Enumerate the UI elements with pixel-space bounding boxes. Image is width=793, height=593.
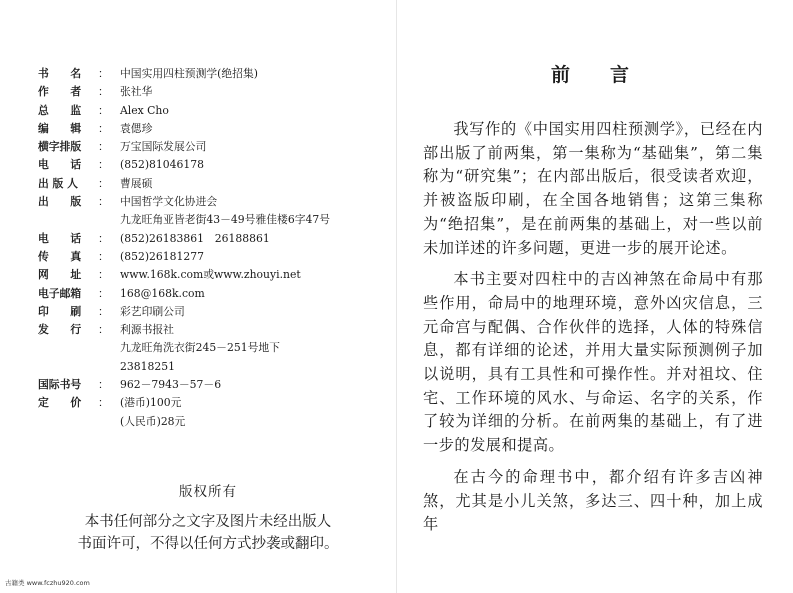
colophon-row	[38, 230, 378, 248]
page-spine	[396, 0, 397, 593]
colophon-row	[38, 303, 378, 321]
colophon-value: 张社华	[120, 85, 153, 99]
copyright-line-1: 本书任何部分之文字及图片未经出版人	[84, 514, 332, 530]
colophon-row	[38, 285, 378, 303]
colophon-label: 电 话	[38, 231, 82, 245]
colophon-label: 作 者	[38, 85, 82, 99]
colophon-row	[38, 83, 378, 101]
colophon-value: 23818251	[120, 359, 175, 373]
colophon-label: 横字排版	[38, 140, 82, 154]
colophon-row	[38, 211, 378, 229]
colophon-value: 九龙旺角洗衣街245－251号地下	[120, 341, 280, 355]
colophon-value: 962－7943－57－6	[120, 378, 222, 392]
colophon-value: 中国实用四柱预测学(绝招集)	[120, 67, 258, 80]
copyright-notice	[38, 482, 378, 555]
preface-title: 前言	[550, 64, 669, 86]
colophon-value: (852)26181277	[120, 249, 204, 263]
colophon-row	[38, 376, 378, 394]
colophon-label: 电子邮箱	[38, 286, 82, 300]
colophon-row	[38, 156, 378, 174]
colophon-value: (人民币)28元	[120, 414, 186, 428]
colophon-row	[38, 413, 378, 431]
colophon-separator: ：	[98, 323, 109, 337]
colophon-value: 曹展硕	[120, 176, 153, 190]
colophon-row	[38, 321, 378, 339]
colophon-label: 书 名	[38, 67, 82, 80]
colophon-row	[38, 138, 378, 156]
colophon-separator: ：	[98, 158, 109, 172]
colophon-separator: ：	[98, 67, 109, 80]
colophon-label: 国际书号	[38, 378, 82, 392]
colophon-value: 九龙旺角亚皆老街43－49号雅佳楼6字47号	[120, 213, 331, 227]
preface-paragraph: 在古今的命理书中，都介绍有许多吉凶神煞，尤其是小儿关煞，多达三、四十种，加上成年	[423, 467, 763, 534]
colophon-separator: ：	[98, 195, 109, 209]
preface-paragraph: 本书主要对四柱中的吉凶神煞在命局中有那些作用，命局中的地理环境，意外凶灾信息，三元命宫与配偶、合作伙伴的选择，人体的特殊信息，都有详细的论述，并用大量实际预测例子加以说明，具有工具性和可操作性。并对祖坟、住宅、工作环境的风水、与命运、名字的关系，作了较为详细的分析。在前两集的基础上，有了进一步的发展和提高。	[423, 270, 763, 455]
preface-body	[423, 118, 763, 545]
colophon-row	[38, 394, 378, 412]
colophon-row	[38, 102, 378, 120]
colophon-value: (852)81046178	[120, 158, 204, 172]
colophon-value: 万宝国际发展公司	[120, 140, 207, 154]
colophon-label: 出 版 人	[38, 176, 78, 190]
colophon-label: 定 价	[38, 396, 82, 410]
colophon-row	[38, 358, 378, 376]
colophon-separator: ：	[98, 286, 109, 300]
colophon-row	[38, 120, 378, 138]
colophon-value: www.168k.com或www.zhouyi.net	[120, 268, 301, 282]
colophon	[38, 65, 378, 431]
colophon-separator: ：	[98, 268, 109, 282]
colophon-value: Alex Cho	[120, 103, 169, 117]
colophon-row	[38, 339, 378, 357]
colophon-value: (港币)100元	[120, 396, 182, 410]
colophon-separator: ：	[98, 249, 109, 263]
colophon-label: 网 址	[38, 268, 82, 282]
colophon-label: 出 版	[38, 195, 82, 209]
colophon-separator: ：	[98, 378, 109, 392]
colophon-label: 印 刷	[38, 304, 82, 318]
colophon-label: 总 监	[38, 103, 82, 117]
colophon-row	[38, 193, 378, 211]
colophon-value: 利源书报社	[120, 323, 174, 337]
colophon-value: 袁偲珍	[120, 121, 153, 135]
colophon-row	[38, 266, 378, 284]
colophon-separator: ：	[98, 85, 109, 99]
colophon-label: 发 行	[38, 323, 82, 337]
colophon-separator: ：	[98, 304, 109, 318]
colophon-separator: ：	[98, 176, 109, 190]
colophon-separator: ：	[98, 231, 109, 245]
site-watermark: 古籍类 www.fczhu920.com	[5, 579, 90, 587]
colophon-row	[38, 175, 378, 193]
copyright-line-2: 书面许可，不得以任何方式抄袭或翻印。	[77, 536, 339, 552]
colophon-value: 168@168k.com	[120, 286, 205, 300]
colophon-separator: ：	[98, 396, 109, 410]
colophon-value: 中国哲学文化协进会	[120, 195, 218, 209]
colophon-value: 彩艺印刷公司	[120, 304, 185, 318]
colophon-row	[38, 65, 378, 83]
preface-paragraph: 我写作的《中国实用四柱预测学》，已经在内部出版了前两集，第一集称为“基础集”，第二集称为“研究集”；在内部出版后，很受读者欢迎，并被盗版印刷，在全国各地销售；这第三集称为“绝招集”，是在前两集的基础上，对一些以前未加详述的许多问题，更进一步的展开论述。	[423, 120, 763, 257]
colophon-label: 编 辑	[38, 121, 82, 135]
colophon-row	[38, 248, 378, 266]
colophon-label: 传 真	[38, 249, 82, 263]
colophon-separator: ：	[98, 121, 109, 135]
colophon-separator: ：	[98, 103, 109, 117]
colophon-label: 电 话	[38, 158, 82, 172]
copyright-heading: 版权所有	[179, 484, 237, 500]
colophon-value: (852)26183861 26188861	[120, 231, 270, 245]
colophon-separator: ：	[98, 140, 109, 154]
